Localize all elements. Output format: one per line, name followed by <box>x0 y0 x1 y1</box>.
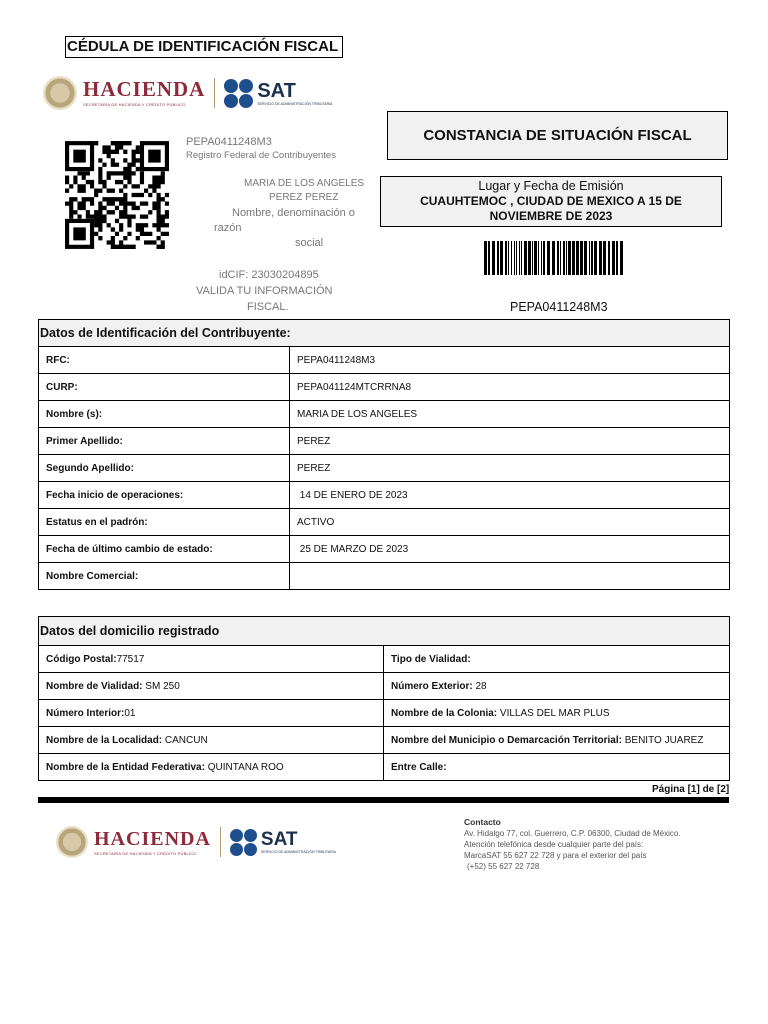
sat-dots-icon <box>230 829 257 856</box>
table-row: Nombre de la Entidad Federativa: QUINTANA ROO Entre Calle: <box>39 754 730 781</box>
logo-divider <box>220 827 221 857</box>
document-title: CÉDULA DE IDENTIFICACIÓN FISCAL <box>65 36 343 58</box>
contact-phone-national: MarcaSAT 55 627 22 728 y para el exterior del país <box>464 851 647 860</box>
page-number: Página [1] de [2] <box>652 784 730 795</box>
barcode-bar <box>543 241 545 275</box>
barcode-bar <box>608 241 610 275</box>
identification-table <box>38 319 730 590</box>
rfc-text: PEPA0411248M3 <box>186 136 272 148</box>
table-row: Segundo Apellido: PEREZ <box>39 455 730 482</box>
barcode-bar <box>591 241 593 275</box>
barcode-bar <box>508 241 509 275</box>
idcif-text: idCIF: 23030204895 <box>219 269 319 281</box>
barcode-bar <box>599 241 602 275</box>
header-logos <box>43 74 332 112</box>
table-row: Fecha inicio de operaciones: 14 DE ENERO DE 2023 <box>39 482 730 509</box>
hacienda-logo: HACIENDA SECRETARÍA DE HACIENDA Y CRÉDITO PÚBLICO <box>83 77 206 107</box>
barcode-bar <box>519 241 520 275</box>
table-row: Primer Apellido: PEREZ <box>39 428 730 455</box>
sat-logo: SAT SERVICIO DE ADMINISTRACIÓN TRIBUTARIA <box>260 829 336 854</box>
barcode-bar <box>500 241 503 275</box>
barcode-bar <box>534 241 537 275</box>
table-row: Nombre de la Localidad: CANCUN Nombre del Municipio o Demarcación Territorial: BENITO JUAREZ <box>39 727 730 754</box>
mexico-seal-icon <box>43 76 77 110</box>
footer-logos <box>56 824 336 860</box>
barcode-bar <box>572 241 575 275</box>
barcode-bar <box>528 241 531 275</box>
name-caption-3: social <box>295 237 324 249</box>
barcode-bar <box>603 241 606 275</box>
table-row: RFC: PEPA0411248M3 <box>39 347 730 374</box>
taxpayer-name-line1: MARIA DE LOS ANGELES <box>244 178 365 189</box>
table-row: Estatus en el padrón: ACTIVO <box>39 509 730 536</box>
barcode-bar <box>589 241 590 275</box>
footer-divider <box>38 797 729 803</box>
barcode-bar <box>620 241 623 275</box>
qr-code-pattern <box>65 141 169 249</box>
barcode-bar <box>576 241 579 275</box>
barcode-bar <box>580 241 583 275</box>
barcode-bar <box>497 241 499 275</box>
barcode-bar <box>511 241 512 275</box>
taxpayer-name-line2: PEREZ PEREZ <box>269 192 339 203</box>
rfc-caption: Registro Federal de Contribuyentes <box>186 150 336 161</box>
logo-divider <box>214 78 215 108</box>
issue-place-line1: CUAUHTEMOC , CIUDAD DE MEXICO A 15 DE <box>420 194 682 208</box>
barcode-bar <box>552 241 555 275</box>
qr-finder-pattern <box>142 143 167 169</box>
barcode <box>484 241 625 275</box>
constancia-title: CONSTANCIA DE SITUACIÓN FISCAL <box>423 127 692 144</box>
mexico-seal-icon <box>56 826 88 858</box>
barcode-bar <box>612 241 615 275</box>
barcode-bar <box>563 241 565 275</box>
barcode-bar <box>566 241 567 275</box>
sat-dots-icon <box>224 79 253 108</box>
issue-place-line2: NOVIEMBRE DE 2023 <box>489 209 613 223</box>
barcode-bar <box>524 241 527 275</box>
barcode-bar <box>505 241 507 275</box>
barcode-bar <box>521 241 522 275</box>
qr-finder-pattern <box>67 143 92 169</box>
address-table <box>38 616 730 781</box>
contact-address: Av. Hidalgo 77, col. Guerrero, C.P. 06300, Ciudad de México. <box>464 829 681 838</box>
barcode-bar <box>568 241 571 275</box>
contact-block <box>464 817 681 872</box>
barcode-bar <box>516 241 517 275</box>
issue-place-label: Lugar y Fecha de Emisión <box>478 179 624 193</box>
barcode-bar <box>538 241 539 275</box>
barcode-label: PEPA0411248M3 <box>510 300 608 314</box>
name-caption-1: Nombre, denominación o <box>232 207 355 219</box>
barcode-bar <box>484 241 487 275</box>
barcode-bar <box>560 241 561 275</box>
table-row: Número Interior:01 Nombre de la Colonia: VILLAS DEL MAR PLUS <box>39 700 730 727</box>
table-row: Nombre (s): MARIA DE LOS ANGELES <box>39 401 730 428</box>
barcode-bar <box>584 241 587 275</box>
qr-finder-pattern <box>67 221 92 247</box>
sat-logo: SAT SERVICIO DE ADMINISTRACIÓN TRIBUTARIA <box>257 79 333 106</box>
hacienda-logo: HACIENDA SECRETARÍA DE HACIENDA Y CRÉDITO PÚBLICO <box>94 827 211 856</box>
barcode-bar <box>492 241 495 275</box>
table-row: Nombre Comercial: <box>39 563 730 590</box>
barcode-bar <box>488 241 490 275</box>
table-row: CURP: PEPA041124MTCRRNA8 <box>39 374 730 401</box>
contact-phone-international: (+52) 55 627 22 728 <box>467 862 540 871</box>
contact-phone-label: Atención telefónica desde cualquier parte del país: <box>464 840 644 849</box>
constancia-title-box <box>387 111 728 160</box>
barcode-bar <box>514 241 515 275</box>
valida-text-2: FISCAL. <box>247 301 289 313</box>
barcode-bar <box>541 241 542 275</box>
table-row: Nombre de Vialidad: SM 250 Número Exterior: 28 <box>39 673 730 700</box>
table-row: Fecha de último cambio de estado: 25 DE MARZO DE 2023 <box>39 536 730 563</box>
barcode-bar <box>557 241 559 275</box>
table-row: Código Postal:77517 Tipo de Vialidad: <box>39 646 730 673</box>
address-header: Datos del domicilio registrado <box>39 617 730 646</box>
barcode-bar <box>594 241 597 275</box>
barcode-bar <box>532 241 533 275</box>
contact-title: Contacto <box>464 817 501 827</box>
barcode-bar <box>616 241 618 275</box>
issue-place-date-box <box>380 176 722 227</box>
qr-code <box>65 141 169 249</box>
name-caption-2: razón <box>214 222 242 234</box>
valida-text-1: VALIDA TU INFORMACIÓN <box>196 285 333 297</box>
identification-header: Datos de Identificación del Contribuyente: <box>39 320 730 347</box>
barcode-bar <box>547 241 550 275</box>
